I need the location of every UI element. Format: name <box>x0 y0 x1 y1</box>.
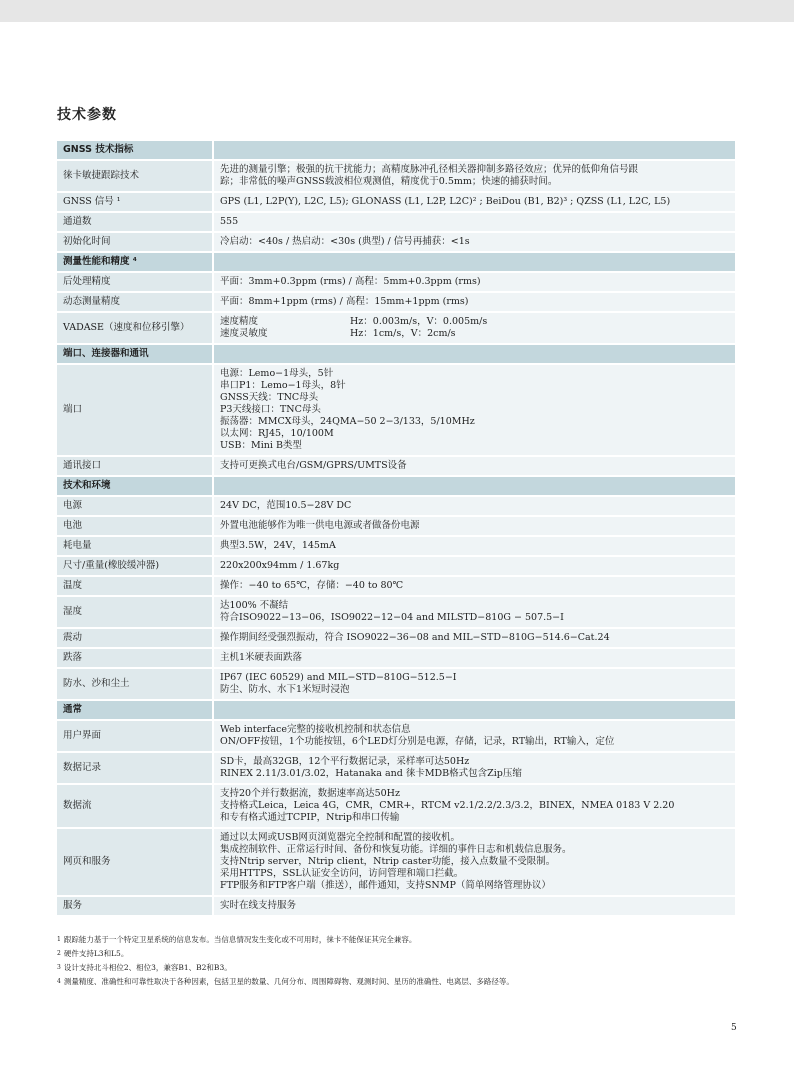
spec-label: 跌落 <box>57 649 214 669</box>
section-heading-filler <box>214 253 737 273</box>
spec-label: 通道数 <box>57 213 214 233</box>
spec-row <box>57 273 737 293</box>
footnote-number: 2 <box>57 950 61 957</box>
spec-value <box>214 193 737 213</box>
spec-row <box>57 753 737 785</box>
spec-row <box>57 365 737 457</box>
spec-value-line: SD卡，最高32GB，12个平行数据记录，采样率可达50Hz <box>220 756 470 767</box>
spec-value-line: IP67 (IEC 60529) and MIL−STD−810G−512.5−I <box>220 672 457 683</box>
footnote-text: 跟踪能力基于一个特定卫星系统的信息发布。当信息情况发生变化或不可用时，徕卡不能保证其完全兼容。 <box>63 935 417 944</box>
spec-value-line: 操作：−40 to 65℃，存储：−40 to 80℃ <box>220 580 404 591</box>
section-heading: 技术和环境 <box>57 477 214 497</box>
footnote <box>57 961 747 975</box>
vadase-name: 速度灵敏度 <box>220 328 268 339</box>
spec-value-line: 支持20个并行数据流，数据速率高达50Hz <box>220 788 400 799</box>
spec-value-line: 和专有格式通过TCPIP，Ntrip和串口传输 <box>220 812 400 823</box>
spec-label: 后处理精度 <box>57 273 214 293</box>
spec-row <box>57 161 737 193</box>
spec-table <box>57 141 737 917</box>
spec-value <box>214 669 737 701</box>
spec-label: 通讯接口 <box>57 457 214 477</box>
footnotes <box>57 933 747 989</box>
spec-row <box>57 537 737 557</box>
footnote-number: 4 <box>57 978 61 985</box>
spec-row <box>57 193 737 213</box>
vadase-inner <box>220 316 729 340</box>
spec-label: 数据流 <box>57 785 214 829</box>
spec-row <box>57 457 737 477</box>
spec-value <box>214 273 737 293</box>
footnote <box>57 975 747 989</box>
spec-label: 初始化时间 <box>57 233 214 253</box>
spec-label: 服务 <box>57 897 214 917</box>
spec-value-line: GPS (L1, L2P(Y), L2C, L5); GLONASS (L1, L2P, L2C)² ; BeiDou (B1, B2)³ ; QZSS (L1, L2C, L5) <box>220 196 671 207</box>
spec-value <box>214 365 737 457</box>
spec-value <box>214 897 737 917</box>
spec-value-line: 典型3.5W，24V，145mA <box>220 540 336 551</box>
vadase-label: VADASE（速度和位移引擎） <box>57 313 214 345</box>
spec-row <box>57 557 737 577</box>
spec-value-line: 实时在线支持服务 <box>220 900 297 911</box>
footnote-text: 硬件支持L3和L5。 <box>63 949 129 958</box>
spec-row <box>57 669 737 701</box>
spec-label: 温度 <box>57 577 214 597</box>
page-title: 技术参数 <box>57 107 117 123</box>
spec-row <box>57 629 737 649</box>
section-header-row <box>57 701 737 721</box>
spec-value <box>214 213 737 233</box>
footnote-number: 3 <box>57 964 61 971</box>
spec-row <box>57 649 737 669</box>
section-heading-filler <box>214 141 737 161</box>
section-heading-filler <box>214 701 737 721</box>
spec-value-line: 外置电池能够作为唯一供电电源或者做备份电源 <box>220 520 420 531</box>
spec-label: 电源 <box>57 497 214 517</box>
spec-value-line: P3天线接口：TNC母头 <box>220 404 321 415</box>
spec-value-line: 串口P1：Lemo−1母头，8针 <box>220 380 346 391</box>
top-bar <box>0 0 794 22</box>
section-header-row <box>57 345 737 365</box>
vadase-value <box>214 313 737 345</box>
spec-value-line: 达100% 不凝结 <box>220 600 289 611</box>
spec-row <box>57 213 737 233</box>
spec-value-line: USB：Mini B类型 <box>220 440 302 451</box>
spec-value-line: 振荡器：MMCX母头，24QMA−50 2−3/133，5/10MHz <box>220 416 475 427</box>
spec-row <box>57 785 737 829</box>
section-heading: 端口、连接器和通讯 <box>57 345 214 365</box>
spec-value <box>214 597 737 629</box>
spec-label: 震动 <box>57 629 214 649</box>
spec-value <box>214 753 737 785</box>
spec-value-line: RINEX 2.11/3.01/3.02，Hatanaka and 徕卡MDB格式包含Zip压缩 <box>220 768 522 779</box>
spec-value-line: 电源：Lemo−1母头，5针 <box>220 368 334 379</box>
spec-value-line: 踪；非常低的噪声GNSS载波相位观测值，精度优于0.5mm；快速的捕获时间。 <box>220 176 558 187</box>
vadase-metric: Hz：1cm/s，V：2cm/s <box>350 328 456 339</box>
spec-value-line: 555 <box>220 216 239 227</box>
spec-value <box>214 829 737 897</box>
spec-label: 湿度 <box>57 597 214 629</box>
spec-label: 用户界面 <box>57 721 214 753</box>
spec-value-line: 集成控制软件、正常运行时间、备份和恢复功能。详细的事件日志和机载信息服务。 <box>220 844 572 855</box>
spec-row <box>57 829 737 897</box>
spec-value-line: ON/OFF按钮，1个功能按钮，6个LED灯分别是电源，存储，记录，RT输出，RT输入，定位 <box>220 736 615 747</box>
spec-value <box>214 577 737 597</box>
section-heading-filler <box>214 345 737 365</box>
footnote-text: 设计支持北斗相位2、相位3，兼容B1、B2和B3。 <box>63 963 232 972</box>
spec-label: 动态测量精度 <box>57 293 214 313</box>
spec-label: GNSS 信号 ¹ <box>57 193 214 213</box>
spec-value-line: 先进的测量引擎；极强的抗干扰能力；高精度脉冲孔径相关器抑制多路径效应；优异的低仰角信号跟 <box>220 164 639 175</box>
spec-value-line: FTP服务和FTP客户端（推送），邮件通知，支持SNMP（简单网络管理协议） <box>220 880 551 891</box>
spec-label: 徕卡敏捷跟踪技术 <box>57 161 214 193</box>
spec-value <box>214 537 737 557</box>
spec-value-line: GNSS天线：TNC母头 <box>220 392 319 403</box>
spec-label: 电池 <box>57 517 214 537</box>
vadase-names <box>220 316 350 340</box>
spec-value-line: 防尘、防水、水下1米短时浸泡 <box>220 684 350 695</box>
spec-value-line: 24V DC，范围10.5−28V DC <box>220 500 352 511</box>
section-heading: GNSS 技术指标 <box>57 141 214 161</box>
footnote <box>57 933 747 947</box>
section-heading-filler <box>214 477 737 497</box>
section-header-row <box>57 141 737 161</box>
spec-value <box>214 233 737 253</box>
spec-value-line: 220x200x94mm / 1.67kg <box>220 560 340 571</box>
spec-label: 端口 <box>57 365 214 457</box>
page-number: 5 <box>731 1023 737 1033</box>
spec-value <box>214 629 737 649</box>
spec-value-line: 采用HTTPS，SSL认证安全访问，访问管理和端口拦截。 <box>220 868 464 879</box>
spec-row <box>57 897 737 917</box>
spec-value <box>214 721 737 753</box>
spec-label: 耗电量 <box>57 537 214 557</box>
spec-value-line: 支持格式Leica，Leica 4G，CMR，CMR+，RTCM v2.1/2.2/2.3/3.2，BINEX，NMEA 0183 V 2.20 <box>220 800 675 811</box>
spec-row <box>57 577 737 597</box>
spec-label: 尺寸/重量(橡胶缓冲器) <box>57 557 214 577</box>
footnote-number: 1 <box>57 936 61 943</box>
spec-value-line: 平面：8mm+1ppm (rms) / 高程：15mm+1ppm (rms) <box>220 296 469 307</box>
spec-value <box>214 293 737 313</box>
spec-row <box>57 721 737 753</box>
section-header-row <box>57 477 737 497</box>
spec-row <box>57 293 737 313</box>
spec-row <box>57 517 737 537</box>
spec-value <box>214 785 737 829</box>
footnote-text: 测量精度、准确性和可靠性取决于各种因素，包括卫星的数量、几何分布、周围障碍物、观测时间、星历的准确性、电离层、多路径等。 <box>63 977 514 986</box>
spec-row <box>57 233 737 253</box>
section-header-row <box>57 253 737 273</box>
spec-value <box>214 457 737 477</box>
spec-value-line: 冷启动：<40s / 热启动：<30s (典型) / 信号再捕获：<1s <box>220 236 470 247</box>
spec-value <box>214 161 737 193</box>
spec-row <box>57 497 737 517</box>
spec-value-line: Web interface完整的接收机控制和状态信息 <box>220 724 411 735</box>
spec-value <box>214 517 737 537</box>
spec-label: 防水、沙和尘土 <box>57 669 214 701</box>
vadase-metric: Hz：0.003m/s，V：0.005m/s <box>350 316 488 327</box>
spec-row <box>57 597 737 629</box>
section-heading: 通常 <box>57 701 214 721</box>
spec-value-line: 支持可更换式电台/GSM/GPRS/UMTS设备 <box>220 460 407 471</box>
spec-value-line: 通过以太网或USB网页浏览器完全控制和配置的接收机。 <box>220 832 460 843</box>
vadase-values <box>350 316 729 340</box>
section-heading: 测量性能和精度 ⁴ <box>57 253 214 273</box>
spec-value <box>214 497 737 517</box>
spec-value-line: 支持Ntrip server，Ntrip client，Ntrip caster功能，接入点数量不受限制。 <box>220 856 556 867</box>
spec-value-line: 主机1米硬表面跌落 <box>220 652 303 663</box>
vadase-name: 速度精度 <box>220 316 259 327</box>
spec-label: 网页和服务 <box>57 829 214 897</box>
spec-value-line: 操作期间经受强烈振动，符合 ISO9022−36−08 and MIL−STD−810G−514.6−Cat.24 <box>220 632 610 643</box>
spec-value <box>214 649 737 669</box>
spec-value-line: 平面：3mm+0.3ppm (rms) / 高程：5mm+0.3ppm (rms) <box>220 276 481 287</box>
spec-value-line: 以太网：RJ45，10/100M <box>220 428 334 439</box>
footnote <box>57 947 747 961</box>
spec-value <box>214 557 737 577</box>
spec-label: 数据记录 <box>57 753 214 785</box>
spec-value-line: 符合ISO9022−13−06，ISO9022−12−04 and MILSTD−810G − 507.5−I <box>220 612 564 623</box>
vadase-row <box>57 313 737 345</box>
